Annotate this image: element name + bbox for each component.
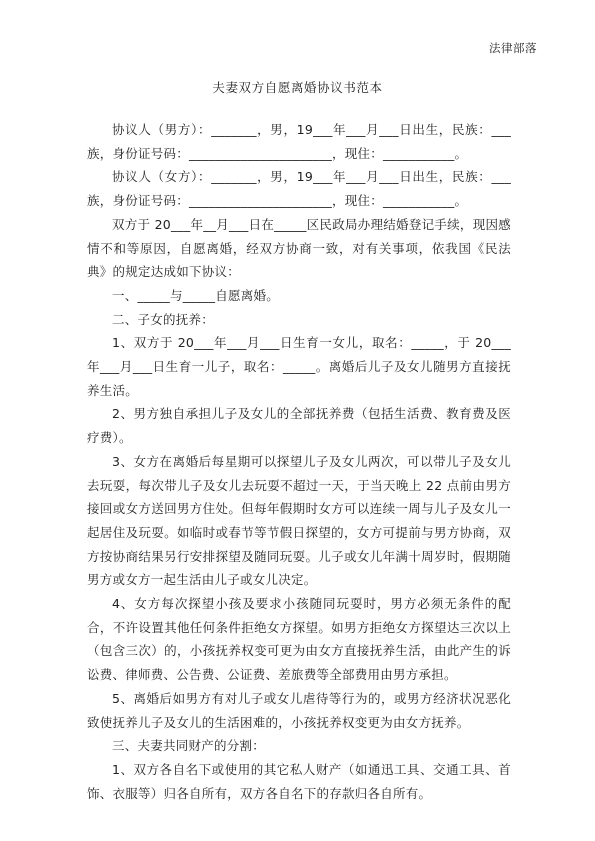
document-title: 夫妻双方自愿离婚协议书范本: [212, 80, 383, 95]
clause-2-2: 2、男方独自承担儿子及女儿的全部抚养费（包括生活费、教育费及医疗费）。: [87, 406, 511, 446]
paragraph-wife-info: 协议人（女方）：_______，男，19___年___月___日出生，民族：___族，身份证号码：______________________，现住：___________。: [87, 169, 511, 209]
site-label: 法律部落: [489, 41, 537, 55]
clause-2-4: 4、女方每次探望小孩及要求小孩随同玩耍时，男方必须无条件的配合，不许设置其他任何条件拒绝女方探望。如男方拒绝女方探望达三次以上（包含三次）的，小孩抚养权变可更为由女方直接抚养生活，由此产生的诉讼费、律师费、公告费、公证费、差旅费等全部费用由男方承担。: [87, 596, 511, 683]
clause-2-3: 3、女方在离婚后每星期可以探望儿子及女儿两次，可以带儿子及女儿去玩耍，每次带儿子及女儿去玩耍不超过一天，于当天晚上 22 点前由男方接回或女方送回男方住处。但每年假期时女方可以连续一周与儿子及女儿一起居住及玩耍。如临时或春节等节假日探望的，女方可提前与男方协商，双方按协商结果另行安排探望及随同玩耍。儿子或女儿年满十周岁时，假期随男方或女方一起生活由儿子或女儿决定。: [87, 453, 511, 588]
clause-2-5: 5、离婚后如男方有对儿子或女儿虐待等行为的，或男方经济状况恶化致使抚养儿子及女儿的生活困难的，小孩抚养权变更为由女方抚养。: [87, 690, 511, 730]
paragraph-preamble: 双方于 20___年__月___日在_____区民政局办理结婚登记手续，现因感情不和等原因，自愿离婚，经双方协商一致，对有关事项，依我国《民法典》的规定达成如下协议：: [87, 216, 511, 280]
clause-1-divorce: 一、_____与_____自愿离婚。: [112, 287, 280, 303]
clause-2-1: 1、双方于 20___年___月___日生育一女儿，取名：_____，于 20___年___月___日生育一儿子，取名：_____。离婚后儿子及女儿随男方直接抚养生活。: [87, 335, 511, 398]
paragraph-husband-info: 协议人（男方）：_______，男，19___年___月___日出生，民族：___族，身份证号码：______________________，现住：___________。: [87, 122, 511, 161]
section-heading-children: 二、子女的抚养：: [112, 311, 215, 327]
section-heading-property: 三、夫妻共同财产的分割：: [112, 738, 266, 754]
document-body: [87, 118, 511, 805]
clause-3-1: 1、双方各自名下或使用的其它私人财产（如通迅工具、交通工具、首饰、衣服等）归各自所有，双方各自名下的存款归各自所有。: [87, 761, 511, 801]
